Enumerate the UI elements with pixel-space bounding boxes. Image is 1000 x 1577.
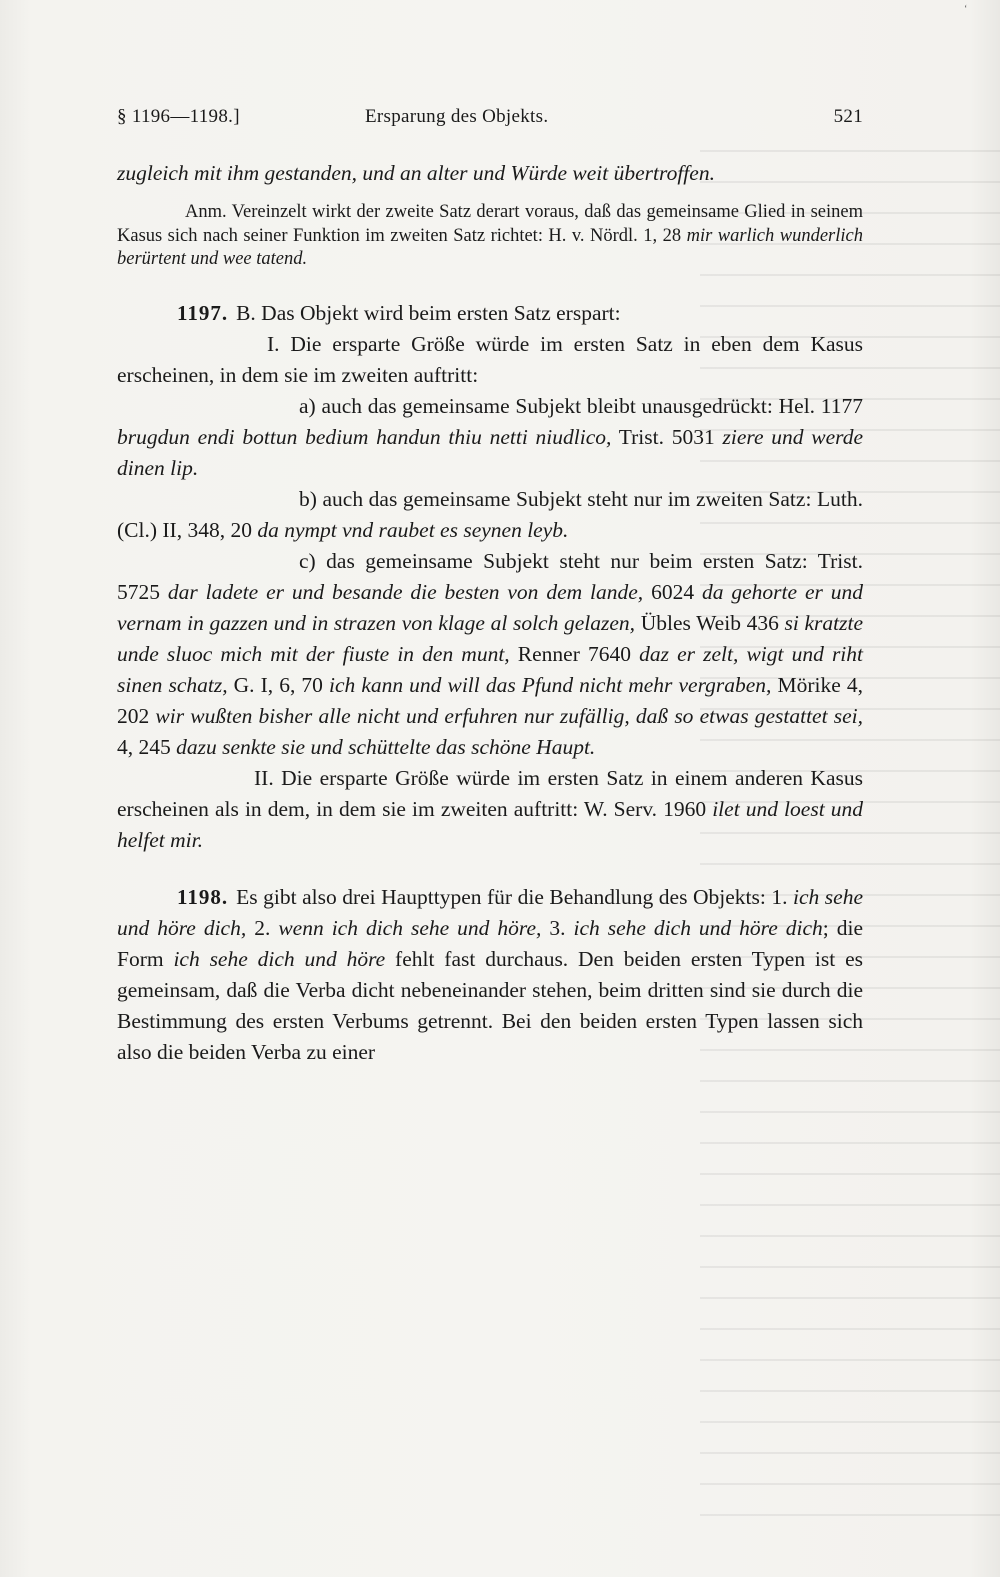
subpoint-c-ref-4: Renner 7640 [509, 641, 640, 666]
s1198-type-2: wenn ich dich sehe und höre, [278, 915, 542, 940]
subpoint-c-quote-7: dazu senkte sie und schüttelte das schöne Haupt. [176, 734, 596, 759]
s1198-text-5: fehlt fast durchaus. Den beiden ersten Typen ist es gemeinsam, daß die Verba dicht nebeneinander stehen, beim dritten sind sie durch die Bestimmung des ersten Verbums getrennt. Bei den beiden ersten Typen lassen sich also die beiden Verba zu einer [117, 946, 863, 1064]
part-i-text: I. Die ersparte Größe würde im ersten Satz in eben dem Kasus erscheinen, in dem sie im zweiten auftritt: [117, 331, 863, 387]
subpoint-c-quote-5: ich kann und will das Pfund nicht mehr vergraben, [328, 672, 772, 697]
section-1197-intro [117, 298, 863, 329]
subpoint-a-quote-2: ziere und werde dinen lip. [117, 424, 863, 480]
subpoint-c-quote-3: si kratzte unde sluoc mich mit der fiuste in den munt, [117, 610, 864, 666]
subpoint-c-ref-3: Übles Weib 436 [635, 610, 785, 635]
subpoint-c-ref-6: Mörike 4, 202 [117, 672, 863, 728]
subpoint-c-ref-7: 4, 245 [117, 734, 177, 759]
s1198-text-2: 2. [246, 915, 279, 940]
s1198-type-4: ich sehe dich und höre [173, 946, 386, 971]
anm-text: Anm. Vereinzelt wirkt der zweite Satz derart voraus, daß das gemeinsame Glied in seinem Kasus sich nach seiner Funktion im zweiten Satz richtet: H. v. Nördl. 1, 28 [117, 202, 863, 246]
subpoint-a-text: a) auch das gemeinsame Subjekt bleibt unausgedrückt: Hel. 1177 [299, 393, 863, 418]
subpoint-c-quote-4: daz er zelt, wigt und riht sinen schatz, [117, 641, 864, 697]
subpoint-a-ref: Trist. 5031 [611, 424, 723, 449]
subpoint-c-quote-2: da gehorte er und vernam in gazzen und in strazen von klage al solch gelazen, [117, 579, 864, 635]
running-header [117, 100, 863, 136]
header-title: Ersparung des Objekts. [365, 106, 549, 127]
annotation-paragraph [117, 201, 863, 272]
continuation-quote: zugleich mit ihm gestanden, und an alter und Würde weit übertroffen. [117, 161, 715, 185]
section-1197-text: B. Das Objekt wird beim ersten Satz erspart: [236, 300, 621, 325]
subpoint-b-text: b) auch das gemeinsame Subjekt steht nur im zweiten Satz: Luth. (Cl.) II, 348, 20 [117, 486, 863, 542]
part-ii-text: II. Die ersparte Größe würde im ersten Satz in einem anderen Kasus erscheinen als in dem, in dem sie im zweiten auftritt: W. Serv. 1960 [117, 765, 863, 821]
subpoint-c-quote-1: dar ladete er und besande die besten von dem lande, [167, 579, 644, 604]
subpoint-c-ref-5: G. I, 6, 70 [227, 672, 329, 697]
subpoint-b-quote: da nympt vnd raubet es seynen leyb. [257, 517, 569, 542]
s1198-text-1: Es gibt also drei Haupttypen für die Behandlung des Objekts: 1. [236, 884, 793, 909]
part-ii-quote: ilet und loest und helfet mir. [117, 796, 863, 852]
anm-quote: mir warlich wunderlich berürtent und wee tatend. [117, 225, 863, 269]
header-section-range: § 1196—1198.] [117, 106, 240, 127]
corner-mark: ‘ [964, 4, 968, 15]
header-page-number: 521 [833, 106, 863, 127]
s1198-text-3: 3. [541, 915, 574, 940]
section-1198 [117, 882, 863, 1068]
subpoint-c-ref-2: 6024 [643, 579, 702, 604]
paragraph-continuation [117, 158, 863, 189]
subpoint-c-text: c) das gemeinsame Subjekt steht nur beim ersten Satz: Trist. 5725 [117, 548, 863, 604]
subpoint-c-quote-6: wir wußten bisher alle nicht und erfuhren nur zufällig, daß so etwas gestattet sei, [155, 703, 863, 728]
s1198-type-1: ich sehe und höre dich, [117, 884, 863, 940]
section-number-1197: 1197. [177, 300, 229, 325]
s1198-type-3: ich sehe dich und höre dich [573, 915, 823, 940]
subpoint-c [117, 546, 863, 763]
section-1197-part-ii [117, 763, 863, 856]
s1198-text-4: ; die Form [117, 915, 864, 971]
subpoint-a [117, 391, 863, 484]
section-number-1198: 1198. [177, 884, 229, 909]
subpoint-b [117, 484, 863, 546]
subpoint-a-quote-1: brugdun endi bottun bedium handun thiu netti niudlico, [117, 424, 612, 449]
section-1197-part-i [117, 329, 863, 391]
page-content [117, 100, 863, 1068]
